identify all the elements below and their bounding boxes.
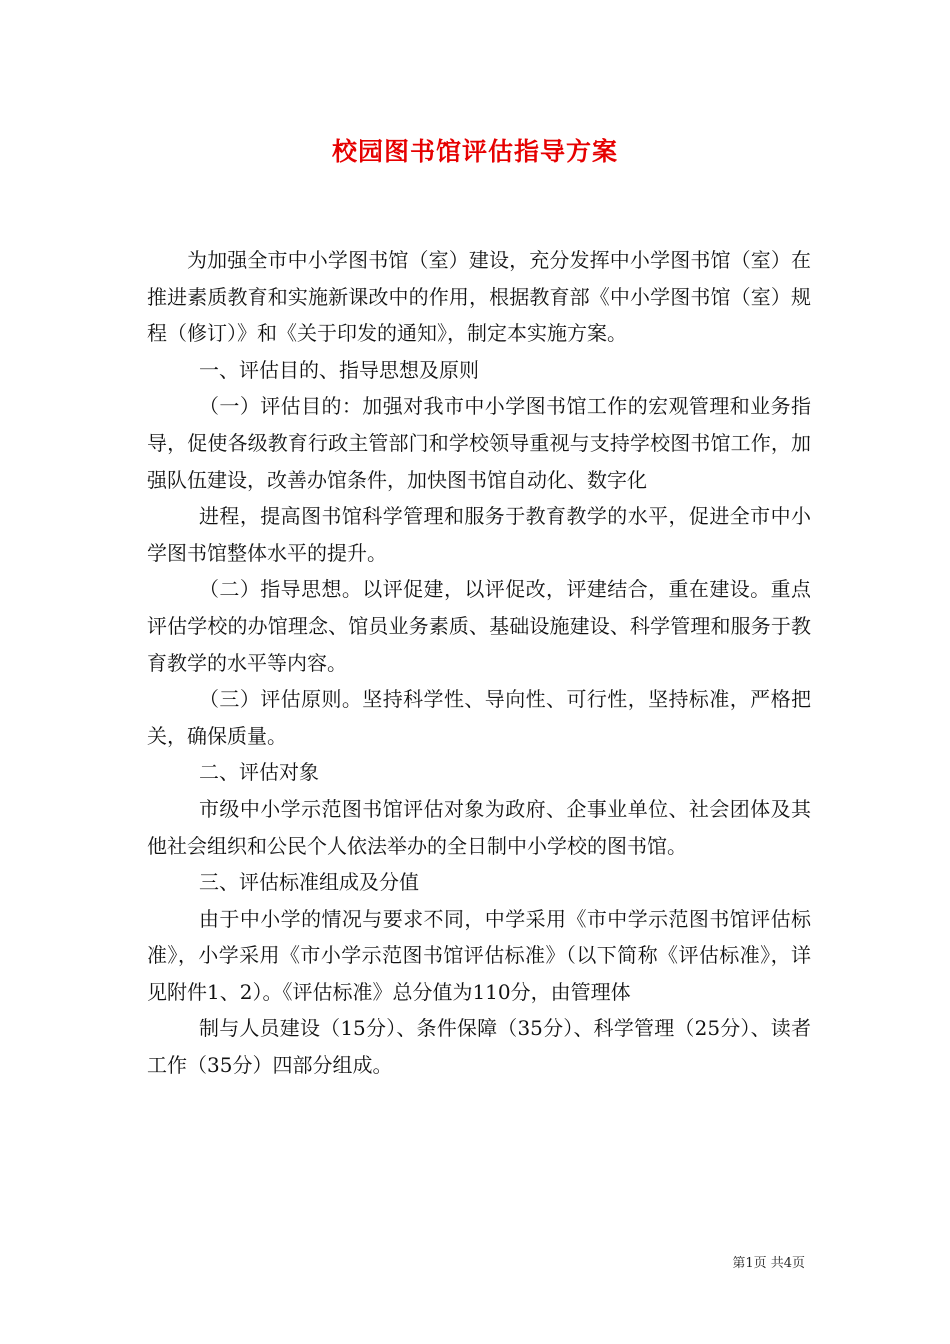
- paragraph-intro: 为加强全市中小学图书馆（室）建设，充分发挥中小学图书馆（室）在推进素质教育和实施新课改中的作用，根据教育部《中小学图书馆（室）规程（修订）》和《关于印发的通知》，制定本实施方案。: [147, 248, 811, 346]
- paragraph-guiding-ideology: （二）指导思想。以评促建，以评促改，评建结合，重在建设。重点评估学校的办馆理念、馆员业务素质、基础设施建设、科学管理和服务于教育教学的水平等内容。: [147, 577, 811, 675]
- paragraph-objects: 市级中小学示范图书馆评估对象为政府、企事业单位、社会团体及其他社会组织和公民个人依法举办的全日制中小学校的图书馆。: [147, 796, 811, 858]
- paragraph-purpose-continued: 进程，提高图书馆科学管理和服务于教育教学的水平，促进全市中小学图书馆整体水平的提升。: [147, 504, 811, 565]
- paragraph-standards-continued: 制与人员建设（15分）、条件保障（35分）、科学管理（25分）、读者工作（35分）四部分组成。: [147, 1016, 811, 1078]
- heading-section-1: 一、评估目的、指导思想及原则: [199, 357, 479, 382]
- paragraph-standards: 由于中小学的情况与要求不同，中学采用《市中学示范图书馆评估标准》，小学采用《市小学示范图书馆评估标准》（以下简称《评估标准》，详见附件1、2）。《评估标准》总分值为110分，由管理体: [147, 906, 811, 1004]
- document-body: [147, 242, 811, 1084]
- paragraph-principles: （三）评估原则。坚持科学性、导向性、可行性，坚持标准，严格把关，确保质量。: [147, 687, 811, 748]
- document-title: 校园图书馆评估指导方案: [331, 137, 618, 166]
- heading-section-3: 三、评估标准组成及分值: [199, 870, 419, 895]
- heading-section-2: 二、评估对象: [199, 760, 319, 785]
- paragraph-purpose: （一）评估目的：加强对我市中小学图书馆工作的宏观管理和业务指导，促使各级教育行政主管部门和学校领导重视与支持学校图书馆工作，加强队伍建设，改善办馆条件，加快图书馆自动化、数字化: [147, 394, 811, 492]
- page-number: 第1页 共4页: [732, 1256, 805, 1271]
